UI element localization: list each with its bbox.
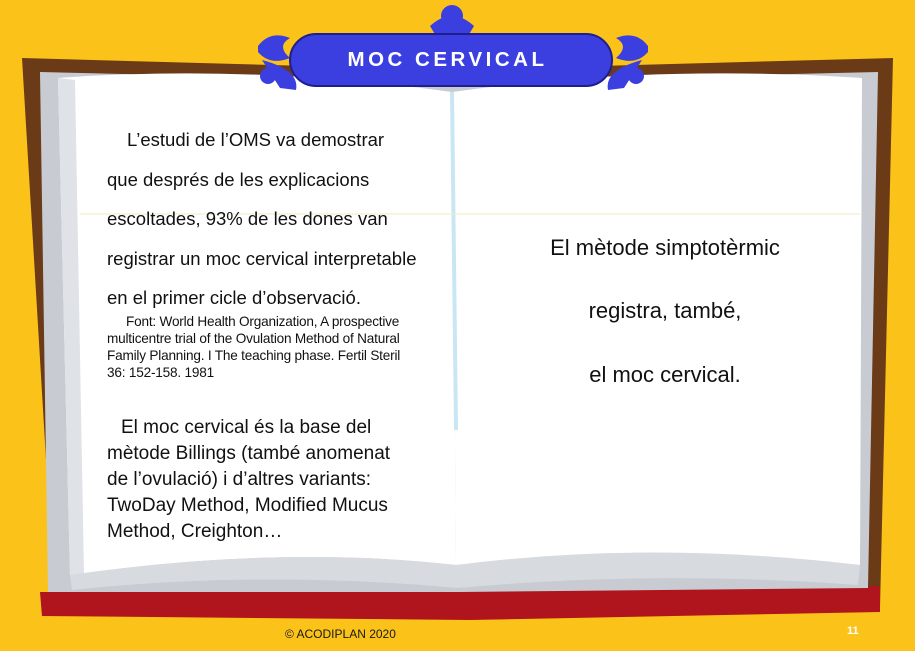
- slide-title: MOC CERVICAL: [347, 48, 548, 71]
- left-line-5: en el primer cicle d’observació.: [107, 287, 361, 308]
- paragraph-line: Method, Creighton…: [107, 521, 283, 542]
- left-line-4: registrar un moc cervical interpretable: [107, 248, 417, 269]
- paragraph-line: El moc cervical és la base del: [121, 417, 372, 438]
- left-line-1: L’estudi de l’OMS va demostrar: [127, 129, 385, 150]
- left-line-3: escoltades, 93% de les dones van: [107, 208, 388, 229]
- paragraph-line: de l’ovulació) i d’altres variants:: [107, 469, 372, 490]
- left-line-2: que després de les explicacions: [107, 169, 370, 190]
- paragraph-line: mètode Billings (també anomenat: [107, 443, 391, 464]
- citation-line: 36: 152-158. 1981: [107, 365, 214, 380]
- citation: [107, 313, 432, 381]
- right-line-2: registra, també,: [588, 298, 742, 323]
- paragraph-line: TwoDay Method, Modified Mucus: [107, 495, 388, 516]
- citation-line: multicentre trial of the Ovulation Method of Natural: [107, 331, 400, 346]
- right-line-3: el moc cervical.: [589, 362, 741, 387]
- right-line-1: El mètode simptotèrmic: [550, 235, 780, 260]
- citation-line: Font: World Health Organization, A prospective: [126, 314, 400, 329]
- billings-paragraph: [107, 415, 427, 545]
- citation-line: Family Planning. I The teaching phase. Fertil Steril: [107, 348, 401, 363]
- page-number: 11: [847, 625, 859, 637]
- copyright-footer: © ACODIPLAN 2020: [285, 627, 396, 641]
